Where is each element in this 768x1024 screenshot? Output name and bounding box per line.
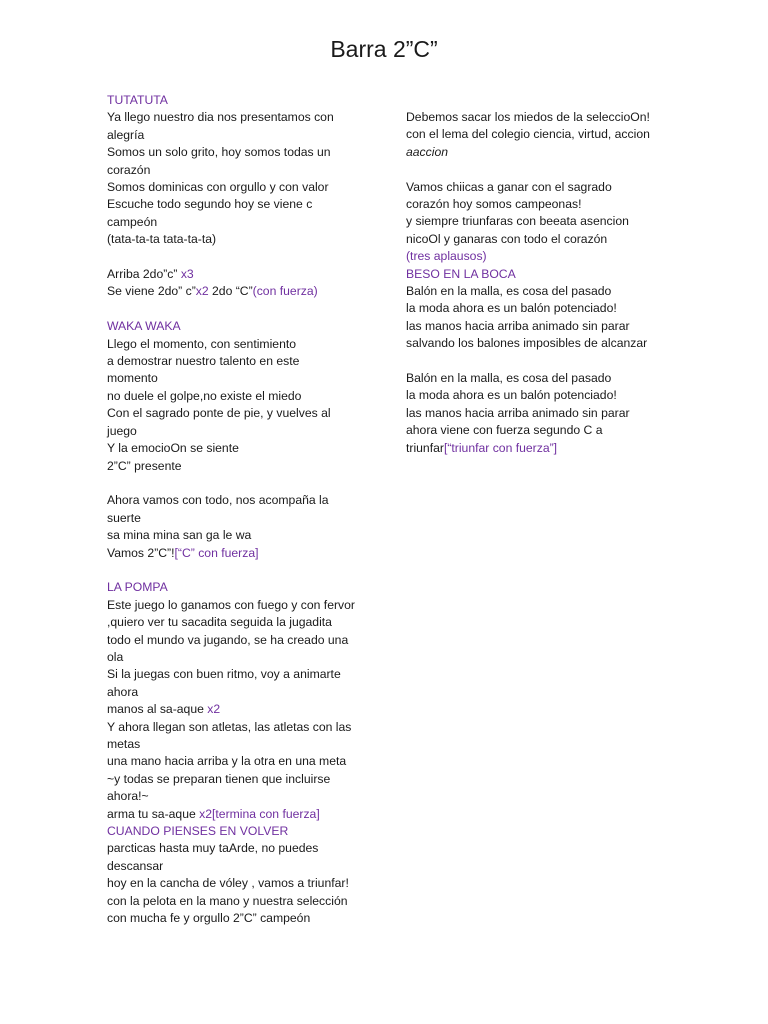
lyric-line: Balón en la malla, es cosa del pasado bbox=[406, 284, 612, 299]
section-heading-beso-en-la-boca: BESO EN LA BOCA bbox=[406, 266, 516, 281]
lyric-line: Y la emocioOn se siente bbox=[107, 441, 239, 456]
right-column bbox=[406, 109, 676, 457]
lyric-text: manos al sa-aque bbox=[107, 702, 208, 717]
lyric-line: campeón bbox=[107, 214, 158, 229]
performance-note: [“triunfar con fuerza”] bbox=[443, 440, 558, 455]
lyric-line: con la pelota en la mano y nuestra selección bbox=[107, 893, 348, 908]
lyric-line bbox=[107, 266, 369, 283]
lyric-line: juego bbox=[107, 423, 137, 438]
lyric-line bbox=[107, 701, 369, 718]
lyric-line: con mucha fe y orgullo 2”C” campeón bbox=[107, 911, 311, 926]
repeat-note: x3 bbox=[180, 267, 194, 282]
lyric-line bbox=[406, 440, 676, 457]
lyric-line: y siempre triunfaras con beeata asencion bbox=[406, 214, 629, 229]
lyric-line: Este juego lo ganamos con fuego y con fervor bbox=[107, 597, 355, 612]
lyric-text: Arriba 2do”c” bbox=[107, 267, 181, 282]
lyric-text: Vamos 2”C”! bbox=[107, 545, 175, 560]
lyric-line: Somos dominicas con orgullo y con valor bbox=[107, 180, 329, 195]
lyric-line: la moda ahora es un balón potenciado! bbox=[406, 388, 617, 403]
lyric-line: Y ahora llegan son atletas, las atletas con las bbox=[107, 719, 352, 734]
lyric-line: metas bbox=[107, 736, 141, 751]
performance-note: x2[termina con fuerza] bbox=[199, 806, 320, 821]
lyric-text: 2do “C” bbox=[208, 284, 253, 299]
lyric-line bbox=[107, 806, 369, 823]
lyric-line: Somos un solo grito, hoy somos todas un bbox=[107, 145, 331, 160]
lyric-line: la moda ahora es un balón potenciado! bbox=[406, 301, 617, 316]
lyric-line: ,quiero ver tu sacadita seguida la jugadita bbox=[107, 615, 332, 630]
lyric-text: triunfar bbox=[406, 440, 444, 455]
lyric-line: Ahora vamos con todo, nos acompaña la bbox=[107, 493, 329, 508]
lyric-line: Debemos sacar los miedos de la seleccioOn! bbox=[406, 110, 650, 124]
blank-line bbox=[107, 475, 369, 492]
blank-line bbox=[107, 301, 369, 318]
lyric-line: descansar bbox=[107, 858, 164, 873]
lyric-line: Ya llego nuestro dia nos presentamos con bbox=[107, 110, 334, 125]
lyric-line: a demostrar nuestro talento en este bbox=[107, 354, 300, 369]
blank-line bbox=[107, 249, 369, 266]
section-heading-la-pompa: LA POMPA bbox=[107, 580, 168, 595]
lyric-line-italic: aaccion bbox=[406, 144, 449, 159]
lyric-line: suerte bbox=[107, 510, 141, 525]
lyric-line: Escuche todo segundo hoy se viene c bbox=[107, 197, 313, 212]
lyric-line: 2”C” presente bbox=[107, 458, 182, 473]
lyric-line: ola bbox=[107, 649, 124, 664]
lyric-line: todo el mundo va jugando, se ha creado una bbox=[107, 632, 349, 647]
performance-note: (tres aplausos) bbox=[406, 249, 487, 264]
section-heading-waka-waka: WAKA WAKA bbox=[107, 319, 181, 334]
lyric-line bbox=[107, 545, 369, 562]
performance-note: (con fuerza) bbox=[252, 284, 318, 299]
section-heading-tutatuta: TUTATUTA bbox=[107, 93, 168, 107]
lyric-line: sa mina mina san ga le wa bbox=[107, 528, 252, 543]
lyric-line: ahora!~ bbox=[107, 789, 149, 804]
blank-line bbox=[107, 562, 369, 579]
lyric-line: no duele el golpe,no existe el miedo bbox=[107, 388, 302, 403]
blank-line bbox=[406, 353, 676, 370]
lyric-line: parcticas hasta muy taArde, no puedes bbox=[107, 841, 319, 856]
lyric-line: Llego el momento, con sentimiento bbox=[107, 336, 297, 351]
lyric-line: nicoOl y ganaras con todo el corazón bbox=[406, 231, 608, 246]
lyric-line: ahora bbox=[107, 684, 139, 699]
lyric-text: Se viene 2do” c” bbox=[107, 284, 196, 299]
section-heading-cuando-pienses-en-volver: CUANDO PIENSES EN VOLVER bbox=[107, 824, 289, 838]
lyric-line bbox=[107, 283, 369, 300]
lyric-line: hoy en la cancha de vóley , vamos a triunfar! bbox=[107, 876, 349, 891]
lyric-text: arma tu sa-aque bbox=[107, 806, 200, 821]
lyric-line: momento bbox=[107, 371, 158, 386]
lyric-line: las manos hacia arriba animado sin parar bbox=[406, 405, 630, 420]
lyric-line: una mano hacia arriba y la otra en una meta bbox=[107, 754, 347, 769]
lyric-line: alegría bbox=[107, 127, 145, 142]
lyric-line: Balón en la malla, es cosa del pasado bbox=[406, 371, 612, 386]
lyric-line: Con el sagrado ponte de pie, y vuelves al bbox=[107, 406, 331, 421]
lyric-line: corazón bbox=[107, 162, 151, 177]
repeat-note: x2 bbox=[195, 284, 209, 299]
lyric-line: salvando los balones imposibles de alcanzar bbox=[406, 336, 648, 351]
lyric-line: Si la juegas con buen ritmo, voy a animarte bbox=[107, 667, 341, 682]
performance-note: [“C” con fuerza] bbox=[174, 545, 259, 560]
lyric-line: con el lema del colegio ciencia, virtud, accion bbox=[406, 127, 650, 142]
page-title: Barra 2”C” bbox=[330, 36, 438, 62]
lyric-line: las manos hacia arriba animado sin parar bbox=[406, 318, 630, 333]
left-column bbox=[107, 92, 369, 927]
blank-line bbox=[406, 161, 676, 178]
lyric-line: corazón hoy somos campeonas! bbox=[406, 197, 582, 212]
repeat-note: x2 bbox=[207, 702, 221, 717]
lyric-line: (tata-ta-ta tata-ta-ta) bbox=[107, 232, 217, 247]
lyric-line: ~y todas se preparan tienen que incluirse bbox=[107, 771, 331, 786]
lyric-line: ahora viene con fuerza segundo C a bbox=[406, 423, 603, 438]
lyric-line: Vamos chiicas a ganar con el sagrado bbox=[406, 179, 612, 194]
